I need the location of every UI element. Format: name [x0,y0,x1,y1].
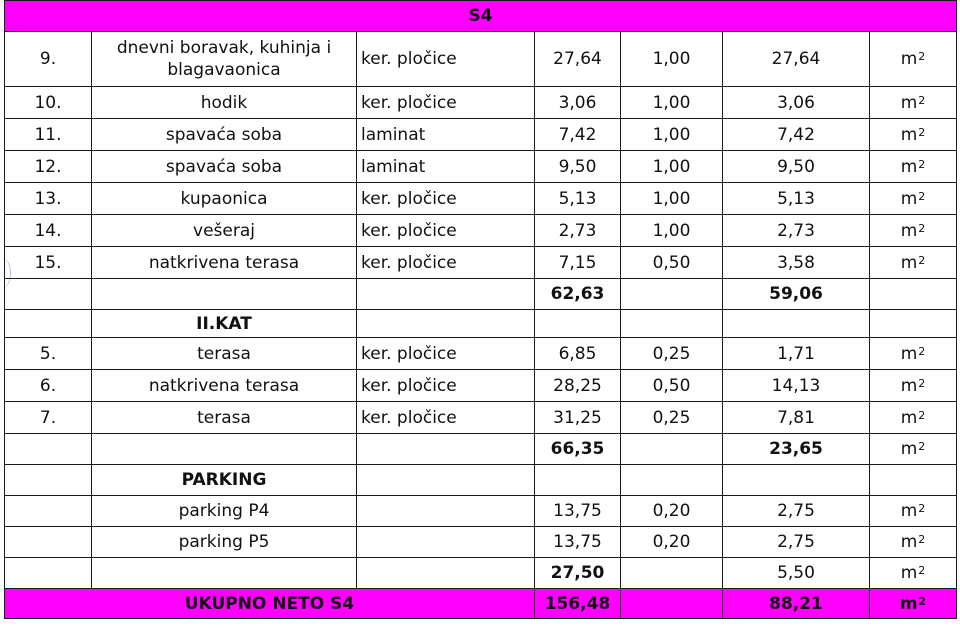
subtotal-area: 66,35 [535,434,621,465]
area-value: 13,75 [535,496,621,527]
total-row [5,589,957,619]
row-number: 7. [5,402,92,434]
area-value: 5,13 [535,183,621,215]
subtotal-net: 23,65 [723,434,870,465]
coefficient-value: 1,00 [621,119,723,151]
total-area: 156,48 [535,589,621,619]
unit-cell: $m^2$ [870,87,957,119]
unit-cell: $m^2$ [870,183,957,215]
area-value: 7,42 [535,119,621,151]
coefficient-value: 1,00 [621,183,723,215]
unit-cell: $m^2$ [870,119,957,151]
net-area-value: 2,75 [723,527,870,558]
net-area-value: 2,75 [723,496,870,527]
floor-material: ker. pločice [357,87,535,119]
header-title: S4 [5,1,957,32]
table-row [5,402,957,434]
unit-cell: $m^2$ [870,338,957,370]
coefficient-value: 1,00 [621,151,723,183]
row-number: 11. [5,119,92,151]
net-area-value: 2,73 [723,215,870,247]
table-row [5,496,957,527]
table-row [5,215,957,247]
room-name: spavaća soba [92,151,357,183]
area-value: 6,85 [535,338,621,370]
subtotal-net: 5,50 [723,558,870,589]
table-row [5,151,957,183]
unit-cell: $m^2$ [870,558,957,589]
room-name: natkrivena terasa [92,370,357,402]
total-label: UKUPNO NETO S4 [5,589,535,619]
unit-cell: $m^2$ [870,496,957,527]
subtotal-net: 59,06 [723,279,870,310]
floor-material: ker. pločice [357,215,535,247]
table-row [5,527,957,558]
area-value: 7,15 [535,247,621,279]
area-value: 9,50 [535,151,621,183]
room-name: natkrivena terasa [92,247,357,279]
coefficient-value: 0,25 [621,338,723,370]
net-area-value: 3,58 [723,247,870,279]
floor-material: laminat [357,119,535,151]
coefficient-value: 1,00 [621,215,723,247]
subtotal-area: 62,63 [535,279,621,310]
unit-cell: $m^2$ [870,215,957,247]
row-number: 15. [5,247,92,279]
unit-cell: $m^2$ [870,527,957,558]
net-area-value: 1,71 [723,338,870,370]
coefficient-value: 0,50 [621,370,723,402]
floor-material: ker. pločice [357,247,535,279]
row-number: 14. [5,215,92,247]
subtotal-area: 27,50 [535,558,621,589]
net-area-value: 3,06 [723,87,870,119]
room-name: dnevni boravak, kuhinja i blagavaonica [92,32,357,87]
net-area-value: 7,81 [723,402,870,434]
room-name: hodik [92,87,357,119]
coefficient-value: 0,20 [621,496,723,527]
row-number: 5. [5,338,92,370]
section-header-row [5,310,957,338]
net-area-value: 14,13 [723,370,870,402]
section-header-row [5,465,957,496]
floor-material: laminat [357,151,535,183]
coefficient-value: 0,50 [621,247,723,279]
coefficient-value: 0,20 [621,527,723,558]
unit-cell: $m^2$ [870,434,957,465]
row-number: 12. [5,151,92,183]
floor-material: ker. pločice [357,338,535,370]
floor-material: ker. pločice [357,183,535,215]
floor-material: ker. pločice [357,32,535,87]
header-row [5,1,957,32]
net-area-value: 27,64 [723,32,870,87]
coefficient-value: 1,00 [621,87,723,119]
room-name: parking P5 [92,527,357,558]
room-name: spavaća soba [92,119,357,151]
table-row [5,119,957,151]
subtotal-row [5,279,957,310]
area-value: 3,06 [535,87,621,119]
area-value: 13,75 [535,527,621,558]
unit-cell: $m^2$ [870,589,957,619]
net-area-value: 9,50 [723,151,870,183]
table-row [5,338,957,370]
coefficient-value: 0,25 [621,402,723,434]
room-name: kupaonica [92,183,357,215]
table-row [5,247,957,279]
room-name: parking P4 [92,496,357,527]
subtotal-row [5,434,957,465]
room-name: vešeraj [92,215,357,247]
row-number: 13. [5,183,92,215]
floor-material: ker. pločice [357,402,535,434]
row-number: 9. [5,32,92,87]
table-row [5,32,957,87]
row-number: 6. [5,370,92,402]
area-value: 27,64 [535,32,621,87]
area-table [4,0,957,619]
subtotal-row [5,558,957,589]
area-value: 31,25 [535,402,621,434]
net-area-value: 7,42 [723,119,870,151]
unit-cell: $m^2$ [870,32,957,87]
floor-material: ker. pločice [357,370,535,402]
unit-cell: $m^2$ [870,370,957,402]
area-value: 2,73 [535,215,621,247]
room-name: terasa [92,338,357,370]
table-row [5,87,957,119]
unit-cell: $m^2$ [870,402,957,434]
table-row [5,183,957,215]
unit-cell: $m^2$ [870,247,957,279]
table-row [5,370,957,402]
coefficient-value: 1,00 [621,32,723,87]
section-title: II.KAT [92,310,357,338]
net-area-value: 5,13 [723,183,870,215]
unit-cell: $m^2$ [870,151,957,183]
section-title: PARKING [92,465,357,496]
area-value: 28,25 [535,370,621,402]
total-net: 88,21 [723,589,870,619]
room-name: terasa [92,402,357,434]
row-number: 10. [5,87,92,119]
